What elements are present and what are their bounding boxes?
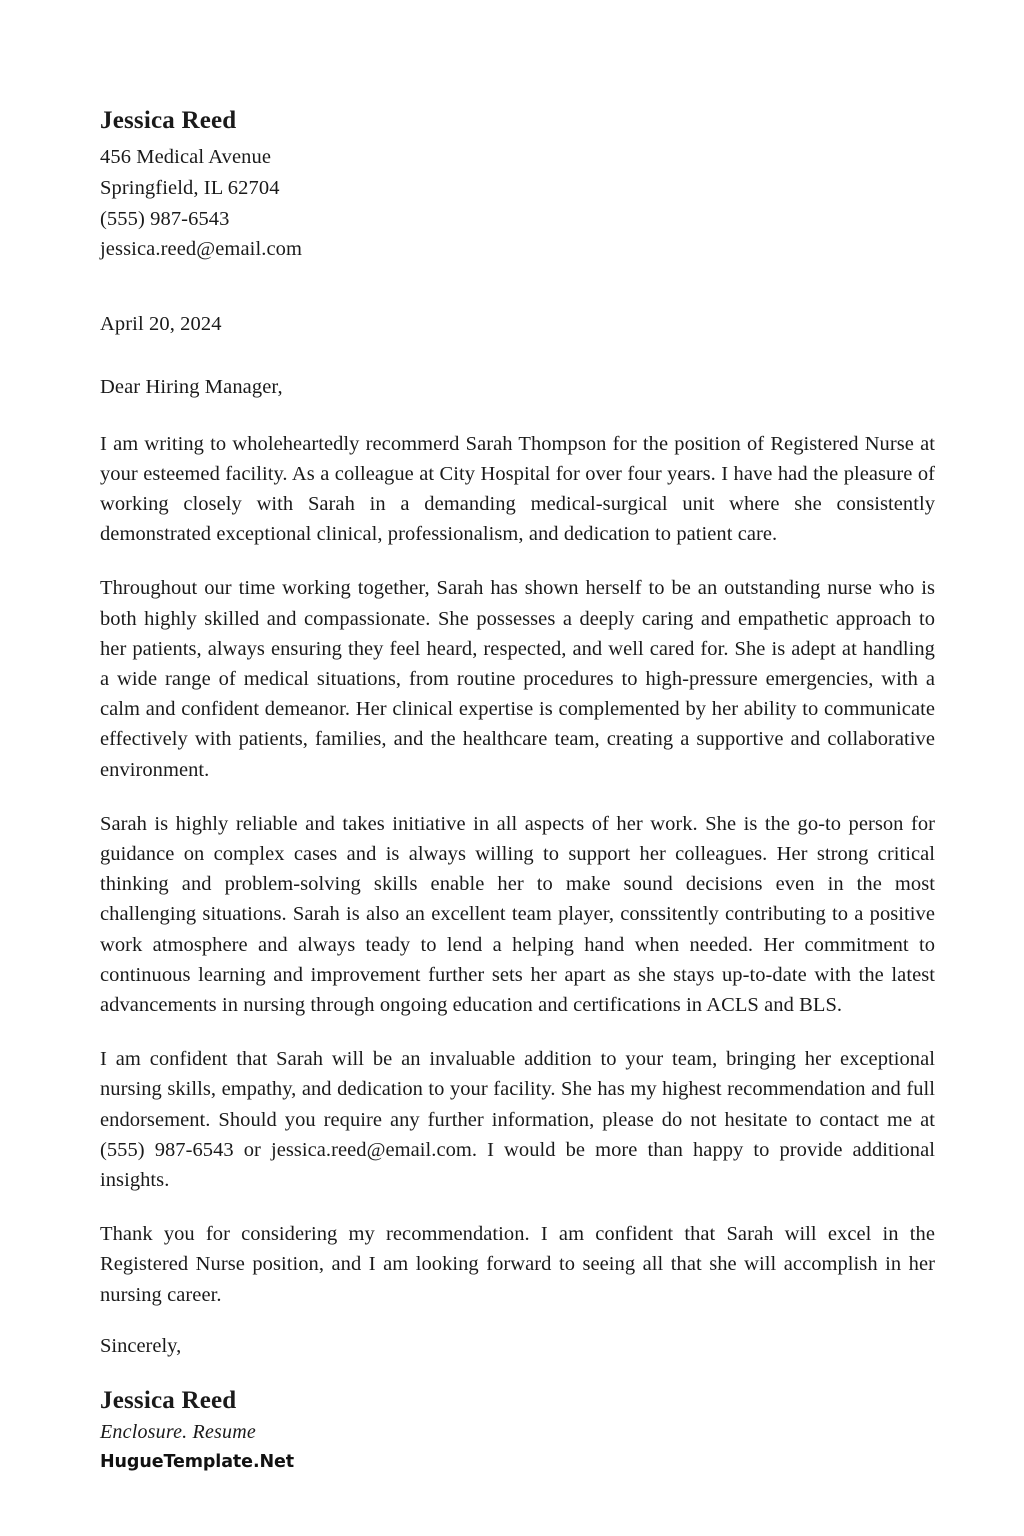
signature-block (100, 1387, 935, 1472)
sender-address-line-1: 456 Medical Avenue (100, 146, 272, 168)
sender-phone: (555) 987-6543 (100, 207, 230, 230)
body-paragraph: Sarah is highly reliable and takes initiative in all aspects of her work. She is the go-to person for guidance on complex cases and is always willing to support her colleagues. Her strong critical thinking and problem-solving skills enable her to make sound decisions even in the most challenging situations. Sarah is also an excellent team player, conssitently contributing to a positive work atmosphere and always teady to lend a helping hand when needed. Her commitment to continuous learning and improvement further sets her apart as she stays up-to-date with the latest advancements in nursing through ongoing education and certifications in ACLS and BLS. (100, 812, 935, 1016)
letter-date: April 20, 2024 (100, 313, 222, 335)
body-paragraph: I am writing to wholeheartedly recommerd Sarah Thompson for the position of Registered Nurse at your esteemed facility. As a colleague at City Hospital for over four years. I have had the pleasure of working closely with Sarah in a demanding medical-surgical unit where she consistently demonstrated exceptional clinical, professionalism, and dedication to patient care. (100, 432, 935, 546)
body-paragraph: Throughout our time working together, Sarah has shown herself to be an outstanding nurse who is both highly skilled and compassionate. She possesses a deeply caring and empathetic approach to her patients, always ensuring they feel heard, respected, and well cared for. She is adept at handling a wide range of medical situations, from routine procedures to high-pressure emergencies, with a calm and confident demeanor. Her clinical expertise is complemented by her ability to communicate effectively with patients, families, and the healthcare team, creating a supportive and collaborative environment. (100, 577, 935, 781)
letter-closing: Sincerely, (100, 1334, 182, 1357)
letter-body (100, 429, 935, 1310)
signature-name: Jessica Reed (100, 1386, 237, 1414)
sender-address-line-2: Springfield, IL 62704 (100, 176, 280, 199)
template-watermark: HugueTemplate.Net (100, 1451, 295, 1472)
letterhead (100, 104, 935, 265)
enclosure-note: Enclosure. Resume (100, 1420, 256, 1443)
sender-email: jessica.reed@email.com (100, 238, 303, 261)
sender-name: Jessica Reed (100, 107, 237, 134)
body-paragraph: I am confident that Sarah will be an invaluable addition to your team, bringing her exceptional nursing skills, empathy, and dedication to your facility. She has my highest recommendation and full endorsement. Should you require any further information, please do not hesitate to contact me at (555) 987-6543 or jessica.reed@email.com. I would be more than happy to provide additional insights. (100, 1048, 935, 1191)
body-paragraph: Thank you for considering my recommendation. I am confident that Sarah will excel in the Registered Nurse position, and I am looking forward to seeing all that she will accomplish in her nursing career. (100, 1223, 935, 1306)
letter-salutation: Dear Hiring Manager, (100, 375, 283, 398)
